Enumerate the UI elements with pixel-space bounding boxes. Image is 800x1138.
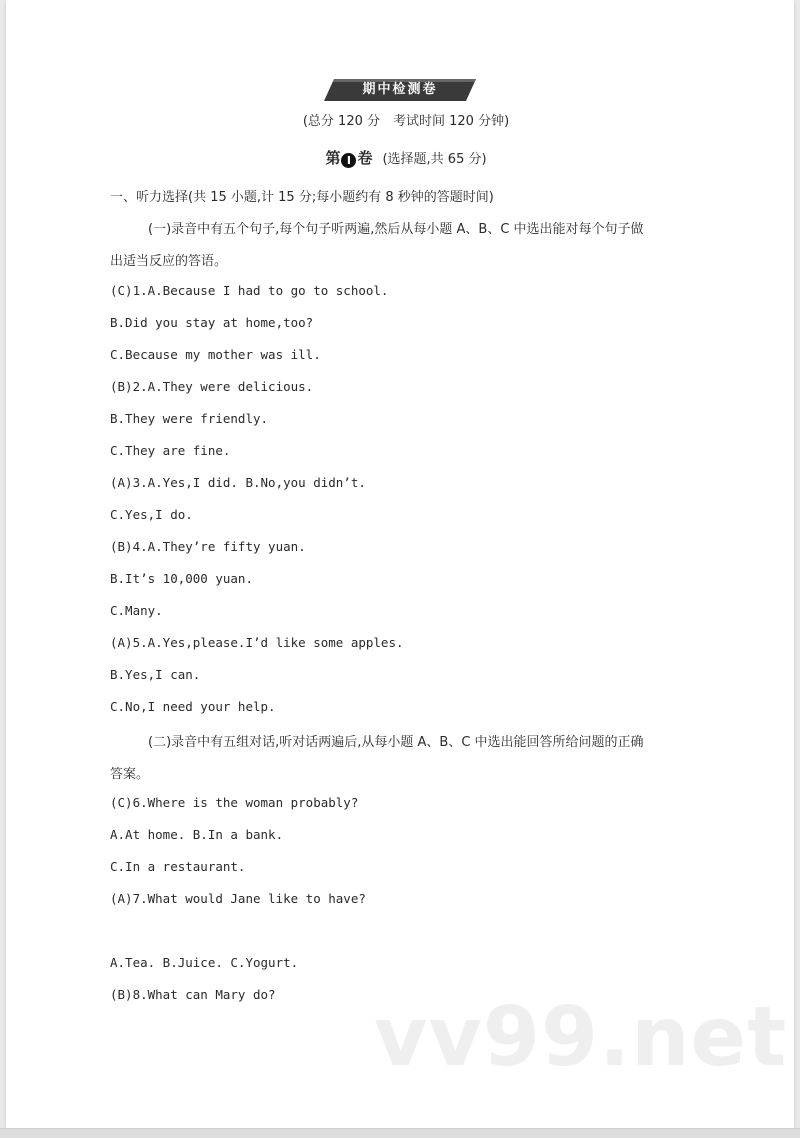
section-suffix: 卷 [357,149,373,167]
question-4-option-c: C.Many. [110,603,163,618]
question-2-option-c: C.They are fine. [110,443,231,458]
question-1-option-b: B.Did you stay at home,too? [110,315,314,330]
exam-subtitle: (总分 120 分 考试时间 120 分钟) [302,114,510,129]
sub1-instruction-line2: 出适当反应的答语。 [110,254,228,269]
exam-page [6,0,794,1128]
question-6-options-ab: A.At home. B.In a bank. [110,827,284,842]
section-heading [6,147,800,168]
section-numeral: Ⅰ [341,153,356,168]
watermark: vv99.net [374,990,788,1085]
sub2-instruction-line1: (二)录音中有五组对话,听对话两遍后,从每小题 A、B、C 中选出能回答所给问题的正确 [148,735,644,750]
question-5: (A)5.A.Yes,please.I’d like some apples. [110,635,404,650]
question-2: (B)2.A.They were delicious. [110,379,314,394]
section-note: (选择题,共 65 分) [382,152,487,167]
part1-heading: 一、听力选择(共 15 小题,计 15 分;每小题约有 8 秒钟的答题时间) [110,190,494,205]
question-6: (C)6.Where is the woman probably? [110,795,359,810]
question-4-option-b: B.It’s 10,000 yuan. [110,571,253,586]
question-8: (B)8.What can Mary do? [110,987,276,1002]
sub1-instruction-line1: (一)录音中有五个句子,每个句子听两遍,然后从每小题 A、B、C 中选出能对每个句子做 [148,222,644,237]
title-banner [324,78,476,102]
question-5-option-c: C.No,I need your help. [110,699,276,714]
sub2-instruction-line2: 答案。 [110,767,150,782]
exam-title: 期中检测卷 [362,82,438,97]
question-5-option-b: B.Yes,I can. [110,667,201,682]
question-4: (B)4.A.They’re fifty yuan. [110,539,306,554]
question-3: (A)3.A.Yes,I did. B.No,you didn’t. [110,475,366,490]
question-1: (C)1.A.Because I had to go to school. [110,283,389,298]
question-6-option-c: C.In a restaurant. [110,859,246,874]
question-3-option-c: C.Yes,I do. [110,507,193,522]
question-7: (A)7.What would Jane like to have? [110,891,366,906]
question-7-options: A.Tea. B.Juice. C.Yogurt. [110,955,299,970]
question-1-option-c: C.Because my mother was ill. [110,347,321,362]
section-prefix: 第 [325,149,341,167]
question-2-option-b: B.They were friendly. [110,411,269,426]
